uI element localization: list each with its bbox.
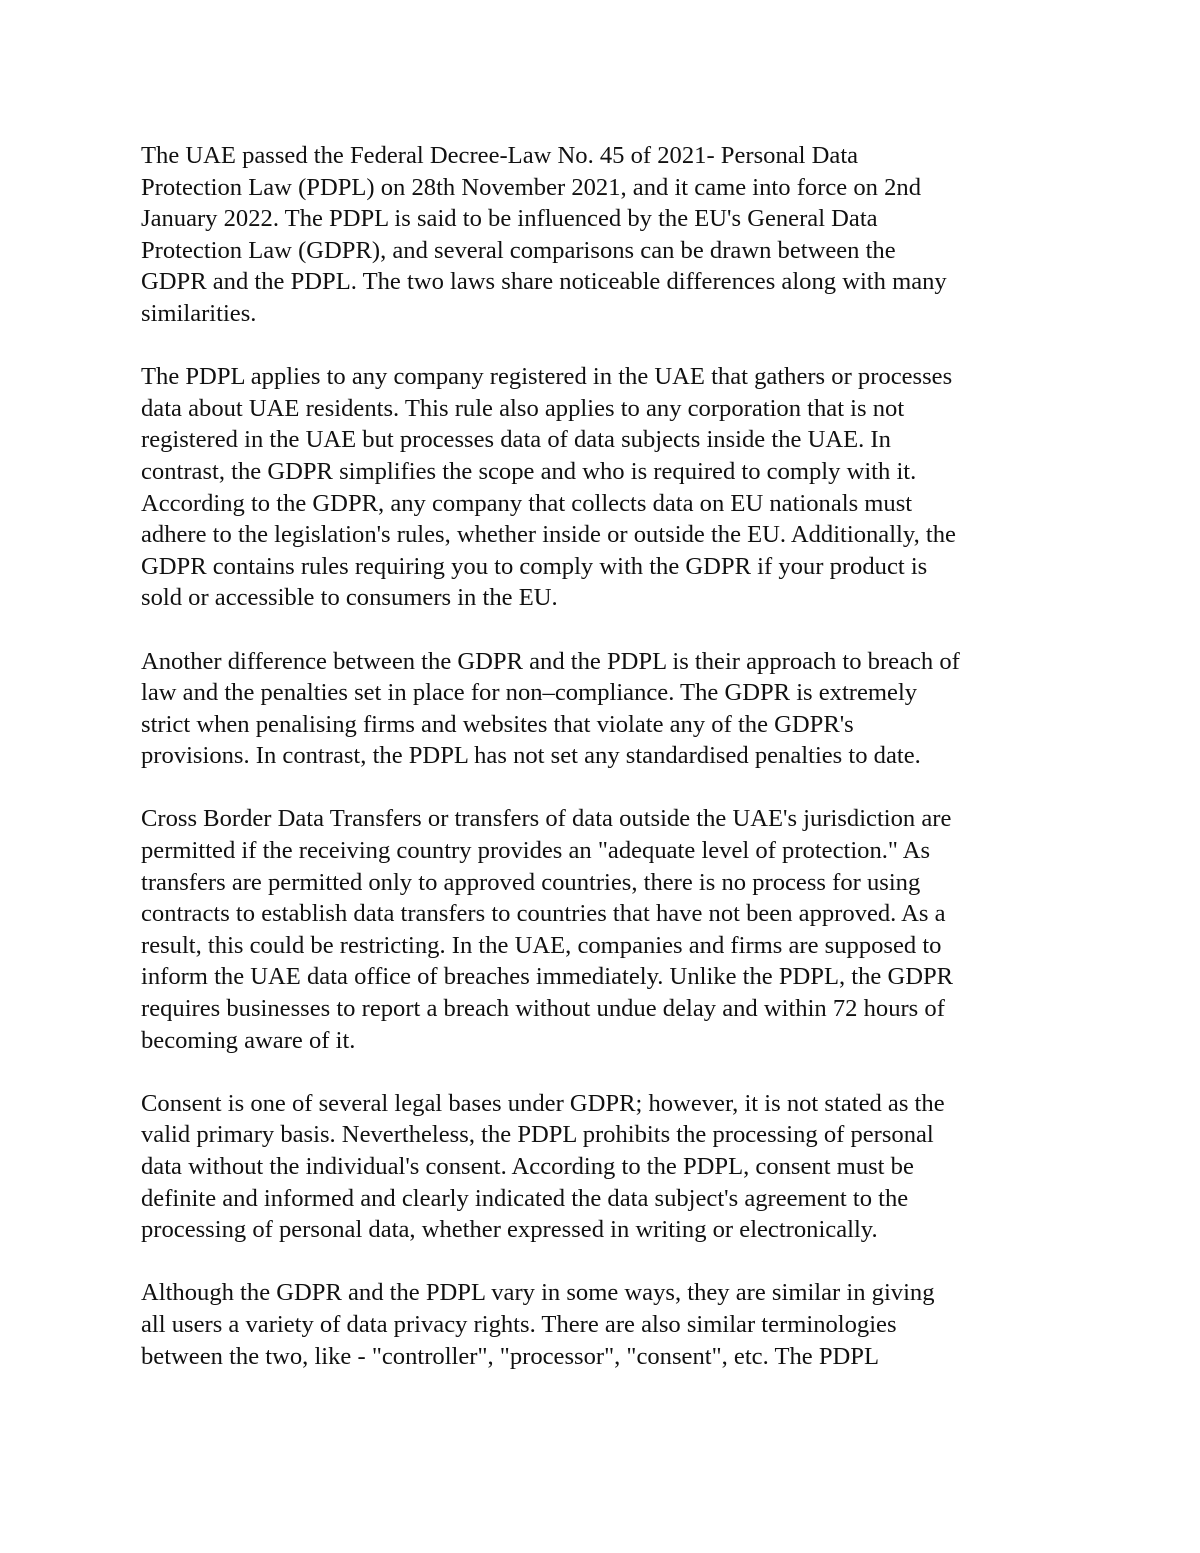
text-line: result, this could be restricting. In the UAE, companies and firms are supposed to [141,931,942,959]
paragraph-similarities [141,1277,1061,1372]
text-line: valid primary basis. Nevertheless, the PDPL prohibits the processing of personal [141,1121,934,1149]
text-line: becoming aware of it. [141,1026,356,1054]
text-line: processing of personal data, whether expressed in writing or electronically. [141,1216,878,1244]
text-line: definite and informed and clearly indicated the data subject's agreement to the [141,1184,909,1212]
text-line: data about UAE residents. This rule also applies to any corporation that is not [141,394,905,422]
paragraph-pdpl-introduction [141,140,1061,330]
paragraph-cross-border-transfers [141,803,1061,1056]
text-line: GDPR contains rules requiring you to comply with the GDPR if your product is [141,552,928,580]
text-line: Although the GDPR and the PDPL vary in some ways, they are similar in giving [141,1279,935,1307]
text-line: registered in the UAE but processes data of data subjects inside the UAE. In [141,426,891,454]
text-line: Cross Border Data Transfers or transfers of data outside the UAE's jurisdiction are [141,805,952,833]
text-line: The UAE passed the Federal Decree-Law No. 45 of 2021- Personal Data [141,142,859,169]
text-line: sold or accessible to consumers in the EU. [141,584,558,612]
text-line: adhere to the legislation's rules, whether inside or outside the EU. Additionally, the [141,521,956,549]
text-line: Another difference between the GDPR and the PDPL is their approach to breach of [141,647,960,675]
text-line: requires businesses to report a breach without undue delay and within 72 hours of [141,995,945,1023]
paragraph-penalties [141,646,1061,772]
text-line: According to the GDPR, any company that collects data on EU nationals must [141,489,913,517]
text-line: contrast, the GDPR simplifies the scope and who is required to comply with it. [141,457,917,485]
text-line: all users a variety of data privacy rights. There are also similar terminologies [141,1310,897,1338]
text-line: January 2022. The PDPL is said to be influenced by the EU's General Data [141,205,878,233]
text-line: permitted if the receiving country provides an "adequate level of protection." As [141,837,931,865]
text-line: strict when penalising firms and websites that violate any of the GDPR's [141,710,854,738]
paragraph-scope [141,361,1061,614]
text-line: data without the individual's consent. According to the PDPL, consent must be [141,1153,914,1180]
text-line: provisions. In contrast, the PDPL has not set any standardised penalties to date. [141,742,921,770]
text-line: inform the UAE data office of breaches immediately. Unlike the PDPL, the GDPR [141,963,954,991]
text-line: The PDPL applies to any company registered in the UAE that gathers or processes [141,363,953,391]
text-line: law and the penalties set in place for non–compliance. The GDPR is extremely [141,679,918,707]
text-line: Protection Law (PDPL) on 28th November 2021, and it came into force on 2nd [141,173,921,201]
text-line: similarities. [141,299,257,327]
paragraph-consent [141,1088,1061,1246]
document-body [141,140,1061,1404]
text-line: between the two, like - "controller", "processor", "consent", etc. The PDPL [141,1342,879,1370]
text-line: GDPR and the PDPL. The two laws share noticeable differences along with many [141,268,947,296]
text-line: Protection Law (GDPR), and several comparisons can be drawn between the [141,236,896,264]
text-line: transfers are permitted only to approved countries, there is no process for using [141,868,921,896]
text-line: contracts to establish data transfers to countries that have not been approved. As a [141,900,946,928]
text-line: Consent is one of several legal bases under GDPR; however, it is not stated as the [141,1089,945,1117]
